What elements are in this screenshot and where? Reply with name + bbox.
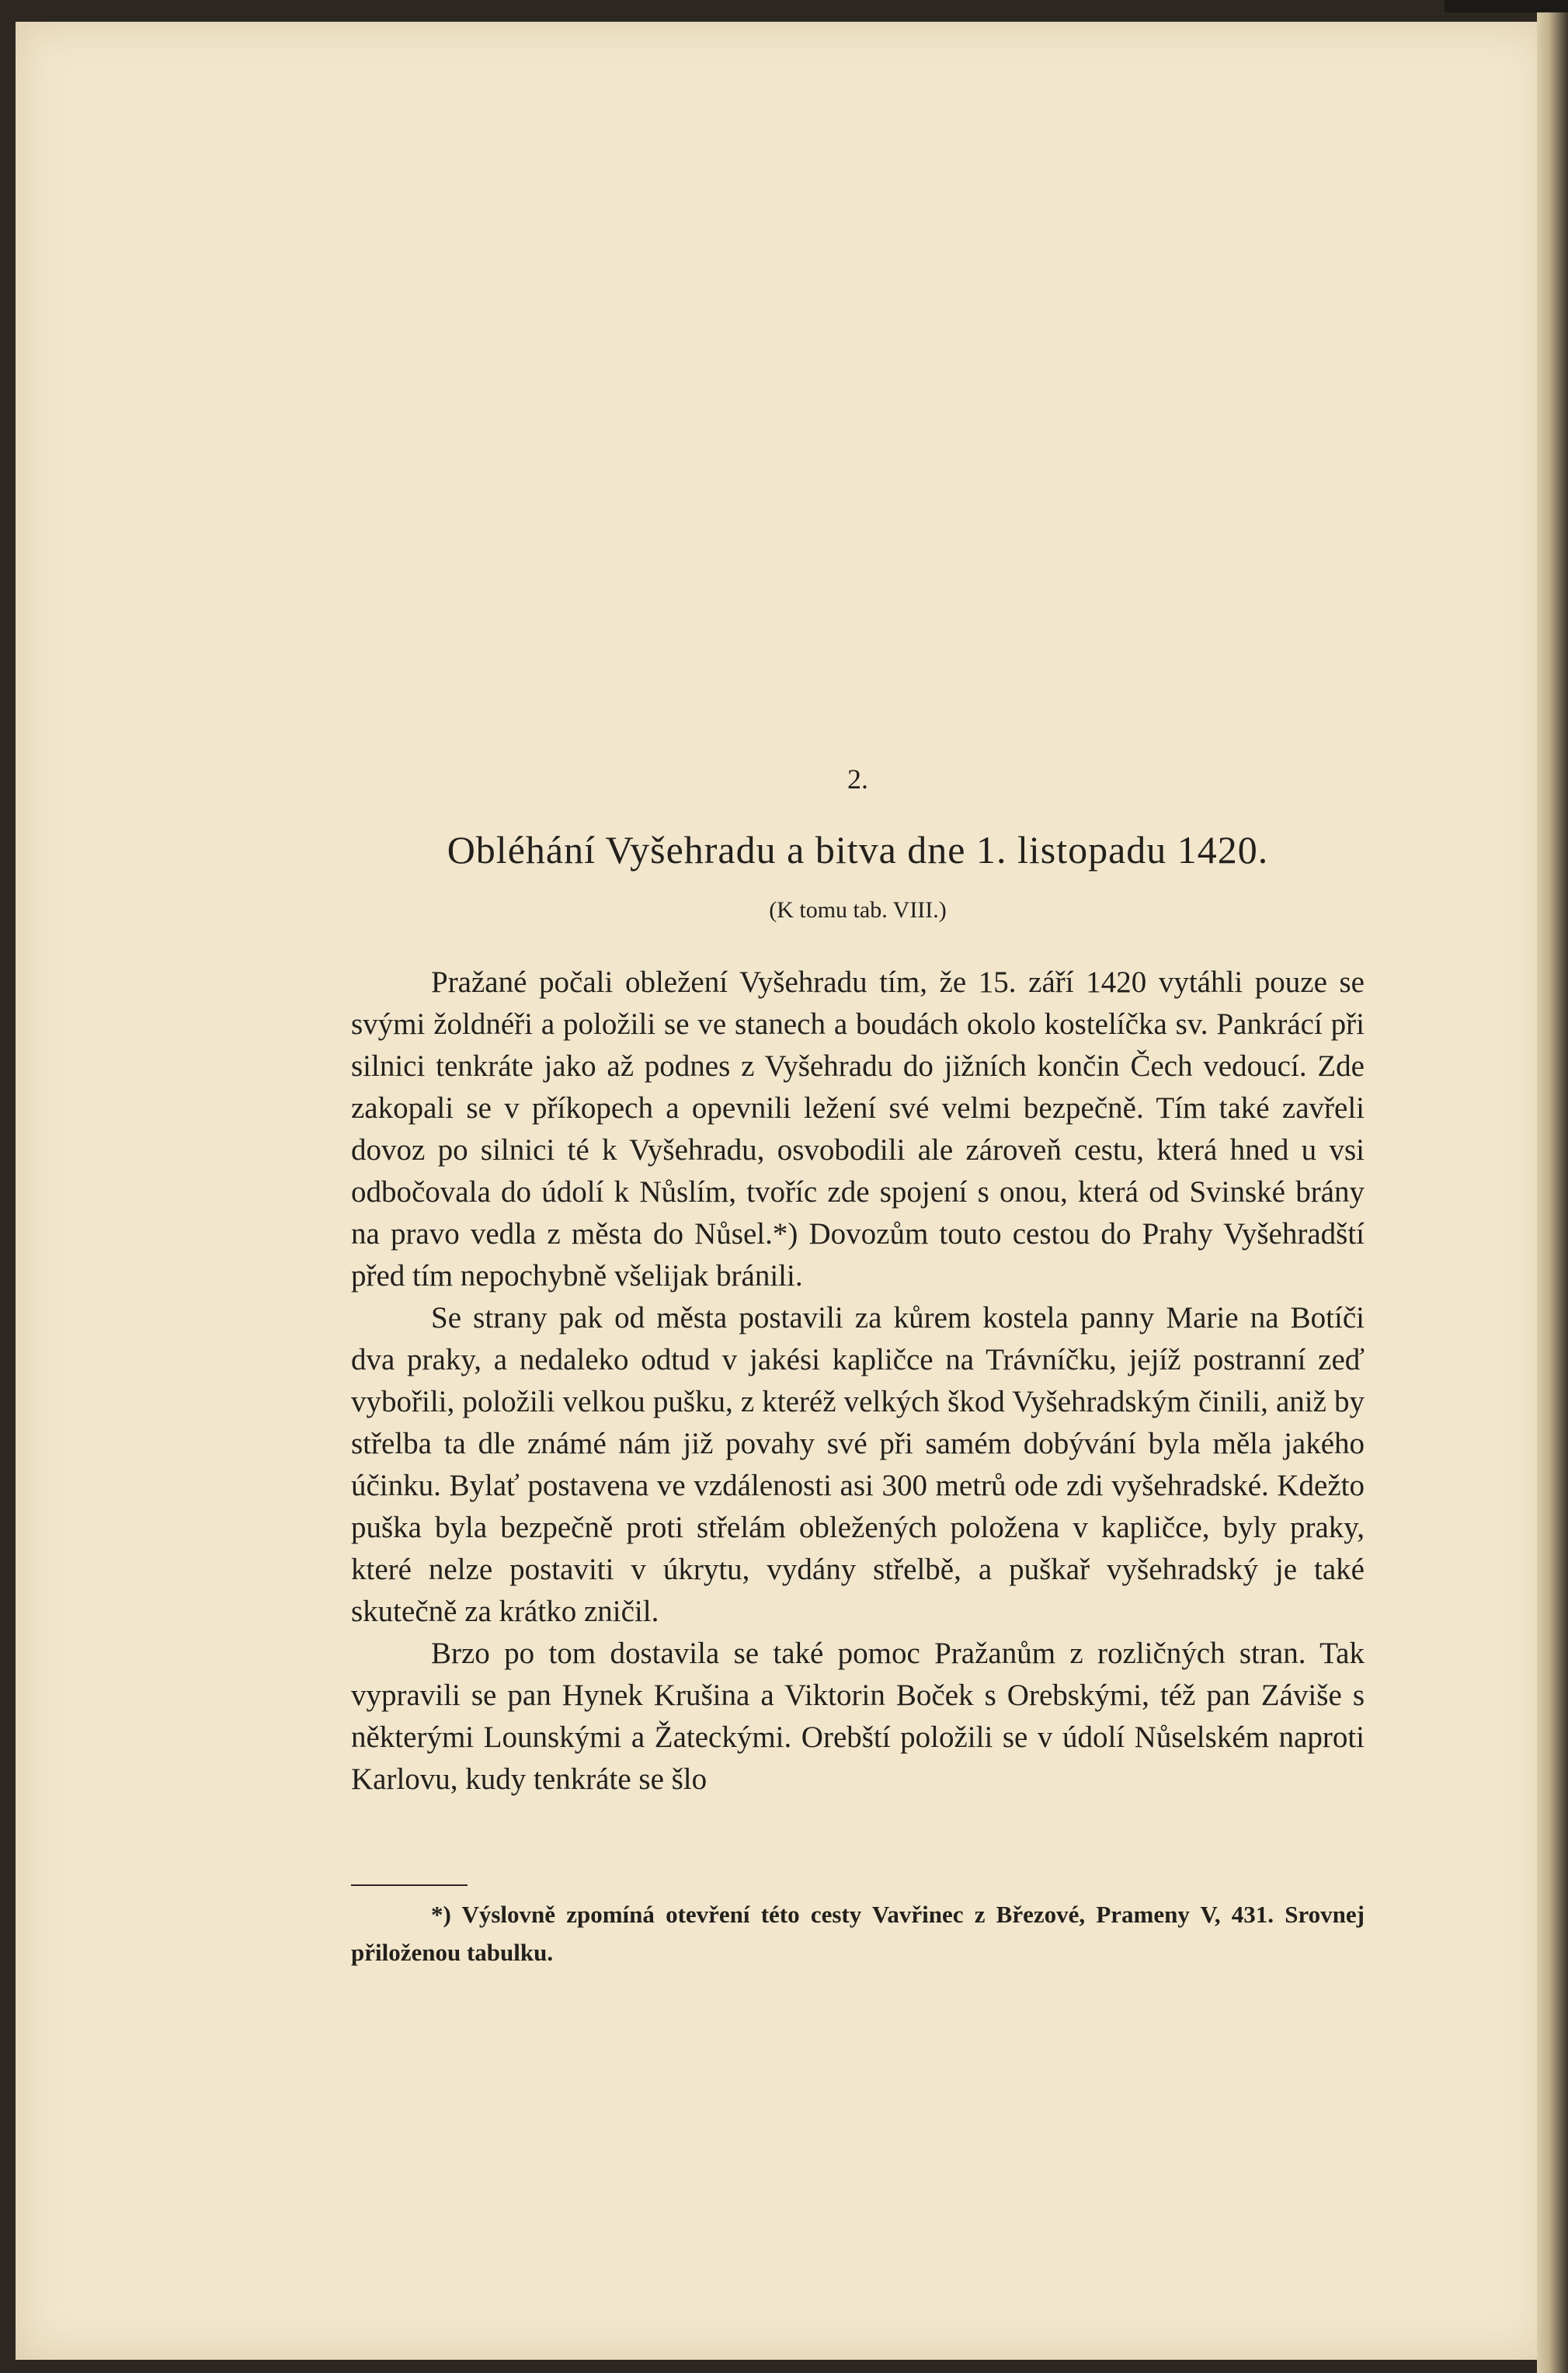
paragraph: Se strany pak od města postavili za kůrem kostela panny Marie na Botíči dva praky, a nedaleko odtud v jakési kapličce na Trávníčku, jejíž postranní zeď vybořili, položili velkou pušku, z kteréž velkých škod Vyšehradským činili, aniž by střelba ta dle známé nám již povahy své při samém dobývání byla měla jakého účinku. Bylať postavena ve vzdálenosti asi 300 metrů ode zdi vyšehradské. Kdežto puška byla bezpečně proti střelám obležených položena v kapličce, byly praky, které nelze postaviti v úkrytu, vydány střelbě, a puškař vyšehradský je také skutečně za krátko zničil. [351,1301,1365,1628]
body-text [351,962,1365,1801]
chapter-number: 2. [847,764,868,795]
chapter-table-reference: (K tomu tab. VIII.) [769,897,947,923]
scan-border [1445,0,1568,12]
chapter-title: Obléhání Vyšehradu a bitva dne 1. listopadu 1420. [447,828,1269,872]
footnote-divider [351,1884,468,1886]
paragraph: Brzo po tom dostavila se také pomoc Pražanům z rozličných stran. Tak vypravili se pan Hynek Krušina a Viktorin Boček s Orebskými, též pan Záviše s některými Lounskými a Žateckými. Orebští položili se v údolí Nůselském naproti Karlovu, kudy tenkráte se šlo [351,1637,1365,1796]
book-spine-edge [1537,0,1568,2373]
footnote: *) Výslovně zpomíná otevření této cesty Vavřinec z Březové, Prameny V, 431. Srovnej přiloženou tabulku. [351,1901,1365,1966]
paragraph: Pražané počali obležení Vyšehradu tím, že 15. září 1420 vytáhli pouze se svými žoldnéři a položili se ve stanech a boudách okolo kostelíčka sv. Pankrácí při silnici tenkráte jako až podnes z Vyšehradu do jižních končin Čech vedoucí. Zde zakopali se v příkopech a opevnili ležení své velmi bezpečně. Tím také zavřeli dovoz po silnici té k Vyšehradu, osvobodili ale zároveň cestu, která hned u vsi odbočovala do údolí k Nůslím, tvoříc zde spojení s onou, která od Svinské brány na pravo vedla z města do Nůsel.*) Dovozům touto cestou do Prahy Vyšehradští před tím nepochybně všelijak bránili. [351,966,1365,1293]
